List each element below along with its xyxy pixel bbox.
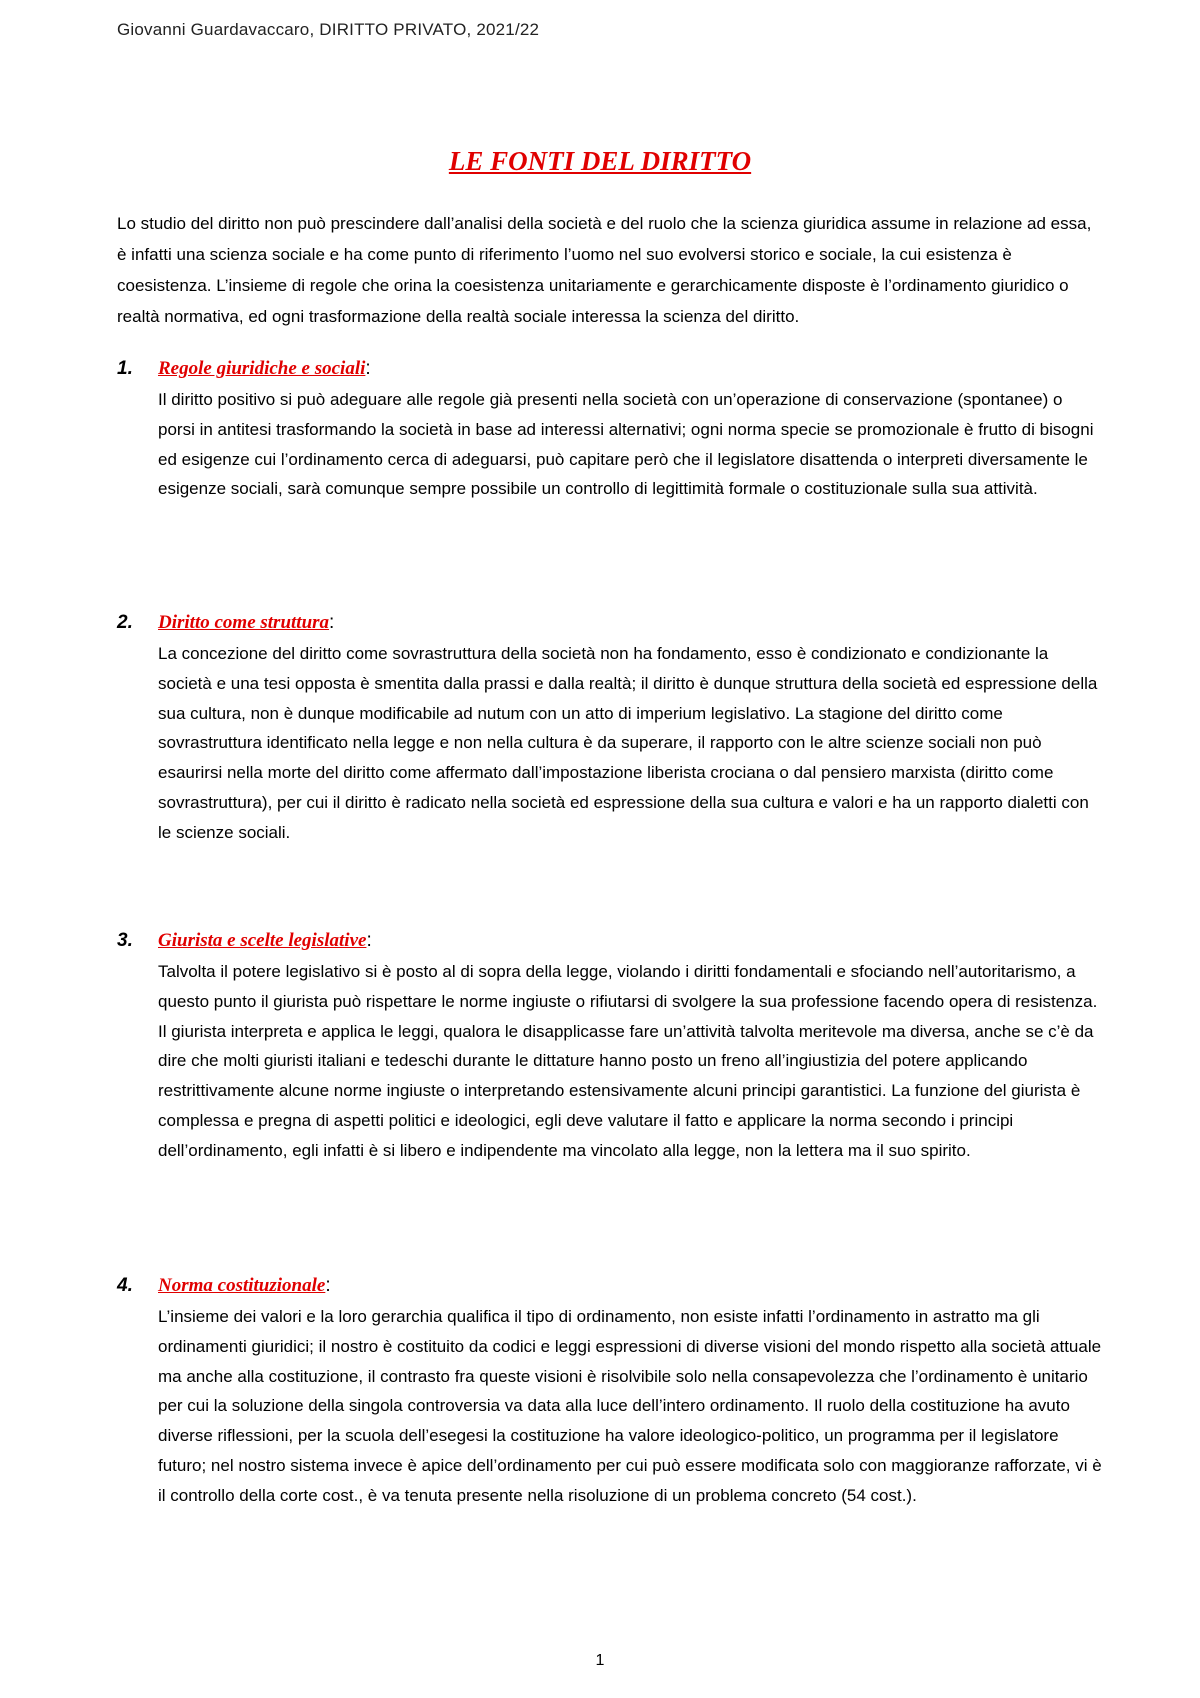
section-colon: : [366,930,372,951]
page-number: 1 [595,1652,605,1669]
section-body: L’insieme dei valori e la loro gerarchia qualifica il tipo di ordinamento, non esiste infatti l’ordinamento in astratto ma gli ordinamenti giuridici; il nostro è costituito da codici e leggi espressioni di diverse visioni del mondo rispetto alla società attuale ma anche alla costituzione, il contrasto fra queste visioni è risolvibile solo nella consapevolezza che l’ordinamento è unitario per cui la soluzione della singola controversia va data alla luce dell’intero ordinamento. Il ruolo della costituzione ha avuto diverse riflessioni, per la scuola dell’esegesi la costituzione ha valore ideologico-politico, un programma per il legislatore futuro; nel nostro sistema invece è apice dell’ordinamento per cui può essere modificata solo con maggioranze rafforzate, vi è il controllo della corte cost., è va tenuta presente nella risoluzione di un problema concreto (54 cost.). [158,1307,1102,1505]
section-heading [117,609,1102,637]
running-header: Giovanni Guardavaccaro, DIRITTO PRIVATO, 2021/22 [117,20,540,39]
section-number: 3. [117,930,133,951]
section-colon: : [329,612,335,633]
section-body: La concezione del diritto come sovrastruttura della società non ha fondamento, esso è condizionato e condizionante la società e una tesi opposta è smentita dalla prassi e dalla realtà; il diritto è dunque struttura della società ed espressione della sua cultura, non è dunque modificabile ad nutum con un atto di imperium legislativo. La stagione del diritto come sovrastruttura identificato nella legge e non nella cultura è da superare, il rapporto con le altre scienze sociali non può esaurirsi nella morte del diritto come affermato dall’impostazione liberista crociana o dal pensiero marxista (diritto come sovrastruttura), per cui il diritto è radicato nella società ed espressione della sua cultura e valori e ha un rapporto dialetti con le scienze sociali. [158,644,1098,842]
section-norma-costituzionale [117,1272,1102,1511]
document-title: LE FONTI DEL DIRITTO [448,146,752,176]
section-number: 4. [117,1275,133,1296]
section-title: Norma costituzionale [158,1275,326,1296]
section-title: Regole giuridiche e sociali [158,358,366,379]
section-heading [117,927,1102,955]
section-body: Talvolta il potere legislativo si è posto al di sopra della legge, violando i diritti fondamentali e sfociando nell’autoritarismo, a questo punto il giurista può rispettare le norme ingiuste o rifiutarsi di svolgere la sua professione facendo opera di resistenza. Il giurista interpreta e applica le leggi, qualora le disapplicasse fare un’attività talvolta meritevole ma diversa, anche se c’è da dire che molti giuristi italiani e tedeschi durante le dittature hanno posto un freno all’ingiustizia del potere applicando restrittivamente alcune norme ingiuste o interpretando estensivamente alcuni principi garantistici. La funzione del giurista è complessa e pregna di aspetti politici e ideologici, egli deve valutare il fatto e applicare la norma secondo i principi dell’ordinamento, egli infatti è si libero e indipendente ma vincolato alla legge, non la lettera ma il suo spirito. [158,962,1098,1160]
section-title: Giurista e scelte legislative [158,930,367,951]
section-regole-giuridiche [117,355,1102,504]
section-heading [117,1272,1102,1300]
section-colon: : [325,1275,331,1296]
section-giurista-scelte [117,927,1102,1166]
section-title: Diritto come struttura [158,612,330,633]
intro-paragraph: Lo studio del diritto non può prescindere dall’analisi della società e del ruolo che la scienza giuridica assume in relazione ad essa, è infatti una scienza sociale e ha come punto di riferimento l’uomo nel suo evolversi storico e sociale, la cui esistenza è coesistenza. L’insieme di regole che orina la coesistenza unitariamente e gerarchicamente disposte è l’ordinamento giuridico o realtà normativa, ed ogni trasformazione della realtà sociale interessa la scienza del diritto. [117,214,1092,326]
section-number: 2. [117,612,133,633]
section-heading [117,355,1102,383]
section-number: 1. [117,358,133,379]
section-diritto-struttura [117,609,1102,848]
section-colon: : [365,358,371,379]
section-body: Il diritto positivo si può adeguare alle regole già presenti nella società con un’operazione di conservazione (spontanee) o porsi in antitesi trasformando la società in base ad interessi alternativi; ogni norma specie se promozionale è frutto di bisogni ed esigenze cui l’ordinamento cerca di adeguarsi, può capitare però che il legislatore disattenda o interpreti diversamente le esigenze sociali, sarà comunque sempre possibile un controllo di legittimità formale o costituzionale sulla sua attività. [158,390,1094,499]
